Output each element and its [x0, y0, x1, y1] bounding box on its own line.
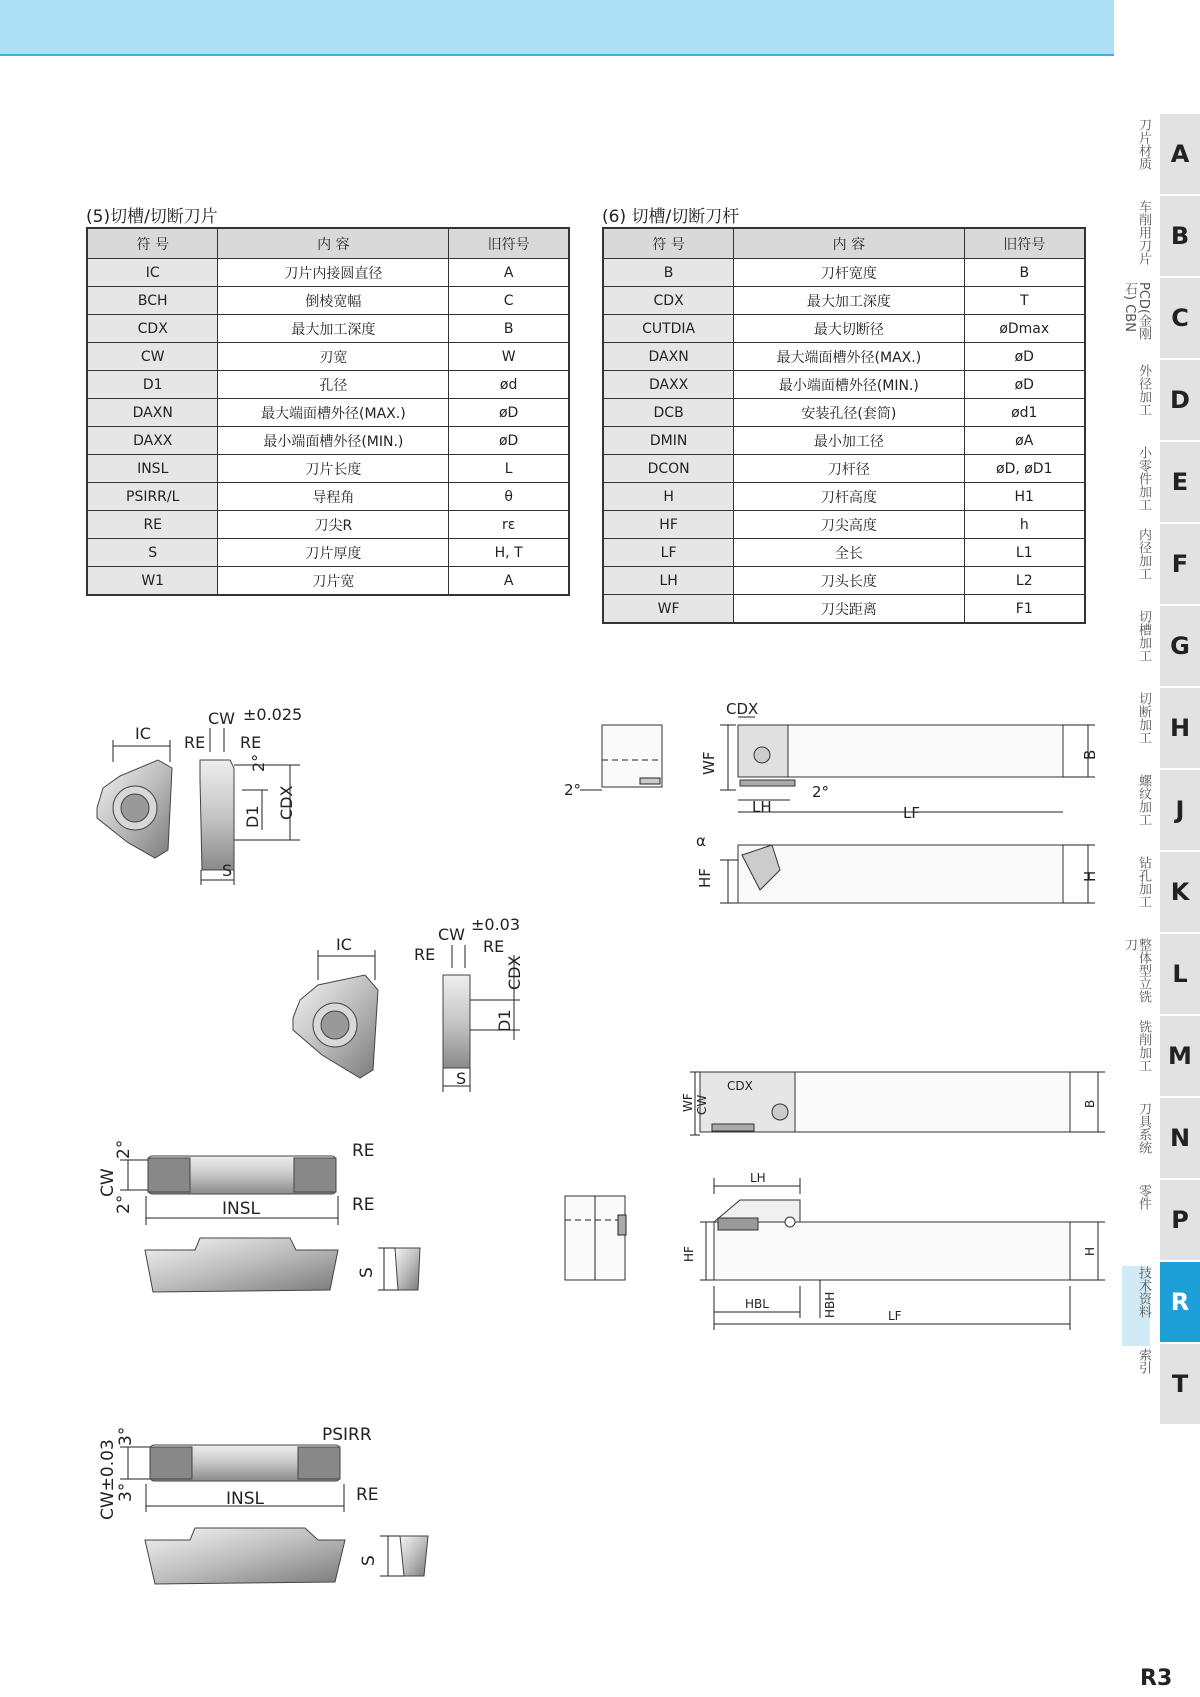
old-symbol-cell: øD, øD1 — [964, 455, 1085, 483]
old-symbol-cell: L2 — [964, 567, 1085, 595]
tab-letter: L — [1160, 934, 1200, 1014]
tab-e[interactable] — [1120, 442, 1200, 522]
table6-title: (6) 切槽/切断刀杆 — [602, 207, 740, 227]
old-symbol-cell: T — [964, 287, 1085, 315]
dim-re-3b: RE — [352, 1195, 375, 1215]
dim-2deg-h1b: 2° — [812, 783, 830, 801]
old-symbol-cell: ød1 — [964, 399, 1085, 427]
old-symbol-cell: H, T — [449, 539, 569, 567]
tab-j[interactable] — [1120, 770, 1200, 850]
page-number: R3 — [1140, 1666, 1173, 1691]
tab-letter: P — [1160, 1180, 1200, 1260]
tab-label: 铣削加工 — [1136, 1020, 1151, 1072]
tab-letter: D — [1160, 360, 1200, 440]
dim-re-1b: RE — [240, 733, 262, 752]
symbol-cell: DAXN — [603, 343, 734, 371]
tab-h[interactable] — [1120, 688, 1200, 768]
tab-p[interactable] — [1120, 1180, 1200, 1260]
triangle-insert-diagram-2 — [293, 945, 520, 1092]
tab-label: 车削用刀片 — [1136, 200, 1151, 265]
parting-insert-diagram — [120, 1445, 428, 1584]
dim-2deg-3b: 2° — [114, 1194, 134, 1214]
symbol-cell: DCB — [603, 399, 734, 427]
dim-hf-h1: HF — [696, 868, 714, 888]
symbol-cell: DCON — [603, 455, 734, 483]
tab-letter: G — [1160, 606, 1200, 686]
tab-letter: H — [1160, 688, 1200, 768]
old-symbol-cell: A — [449, 259, 569, 287]
content-cell: 刀尖距离 — [734, 595, 964, 624]
old-symbol-cell: L — [449, 455, 569, 483]
dim-cw-h2: CW — [695, 1094, 709, 1115]
content-cell: 孔径 — [218, 371, 449, 399]
symbol-cell: B — [603, 259, 734, 287]
dim-hf-h2: HF — [682, 1246, 696, 1262]
tab-d[interactable] — [1120, 360, 1200, 440]
tab-label: 切槽加工 — [1136, 610, 1151, 662]
tab-a[interactable] — [1120, 114, 1200, 194]
old-symbol-cell: θ — [449, 483, 569, 511]
col-old: 旧符号 — [964, 228, 1085, 259]
tab-letter: A — [1160, 114, 1200, 194]
dim-s-1: S — [222, 861, 233, 880]
content-cell: 最大加工深度 — [734, 287, 964, 315]
tab-f[interactable] — [1120, 524, 1200, 604]
old-symbol-cell: øD — [449, 399, 569, 427]
symbol-cell: DMIN — [603, 427, 734, 455]
content-cell: 最小端面槽外径(MIN.) — [218, 427, 449, 455]
dim-hbl-h2: HBL — [745, 1297, 769, 1311]
content-cell: 刀片宽 — [218, 567, 449, 596]
dim-ic-1: IC — [135, 724, 151, 743]
dim-tol-2: ±0.03 — [471, 915, 521, 934]
symbol-cell: WF — [603, 595, 734, 624]
tab-label: PCD(金刚石) CBN — [1122, 282, 1151, 340]
dim-3deg-4b: 3° — [116, 1482, 136, 1502]
symbol-cell: PSIRR/L — [87, 483, 218, 511]
col-content: 内 容 — [734, 228, 964, 259]
dim-d1-1: D1 — [243, 805, 262, 828]
dim-3deg-4a: 3° — [116, 1426, 136, 1446]
dim-cdx-1: CDX — [277, 785, 296, 820]
dim-h-h1: H — [1081, 870, 1099, 882]
old-symbol-cell: ød — [449, 371, 569, 399]
dim-insl-4: INSL — [226, 1489, 264, 1509]
symbol-cell: BCH — [87, 287, 218, 315]
dim-cw-3: CW — [98, 1168, 118, 1197]
dim-2deg-h1a: 2° — [564, 781, 582, 799]
old-symbol-cell: B — [449, 315, 569, 343]
dim-re-3a: RE — [352, 1141, 375, 1161]
dim-h-h2: H — [1083, 1246, 1097, 1256]
symbol-cell: HF — [603, 511, 734, 539]
content-cell: 刀片厚度 — [218, 539, 449, 567]
dim-b-h1: B — [1081, 749, 1099, 760]
dim-re-1a: RE — [184, 733, 206, 752]
dim-wf-h2: WF — [681, 1093, 695, 1112]
tab-letter: F — [1160, 524, 1200, 604]
old-symbol-cell: øD — [964, 343, 1085, 371]
content-cell: 刀尖高度 — [734, 511, 964, 539]
tab-label: 螺纹加工 — [1136, 774, 1151, 826]
tab-k[interactable] — [1120, 852, 1200, 932]
dim-s-3: S — [357, 1267, 377, 1278]
content-cell: 最大端面槽外径(MAX.) — [734, 343, 964, 371]
dim-lf-h1: LF — [903, 804, 920, 822]
old-symbol-cell: øD — [964, 371, 1085, 399]
tab-t[interactable] — [1120, 1344, 1200, 1424]
tab-label: 刀片材质 — [1136, 118, 1151, 170]
tab-letter: E — [1160, 442, 1200, 522]
dim-s-2: S — [456, 1069, 467, 1088]
content-cell: 最小加工径 — [734, 427, 964, 455]
dim-tol-1: ±0.025 — [243, 705, 303, 724]
dim-hbh-h2: HBH — [823, 1291, 837, 1318]
symbol-cell: CDX — [87, 315, 218, 343]
dim-cw-1: CW — [208, 709, 235, 728]
dim-lh-h1: LH — [752, 798, 772, 816]
holder-diagram-1 — [580, 717, 1095, 903]
symbol-cell: H — [603, 483, 734, 511]
tab-letter: R — [1160, 1262, 1200, 1342]
content-cell: 刀杆高度 — [734, 483, 964, 511]
tab-label: 技术资料 — [1122, 1266, 1150, 1346]
dim-2deg-1: 2° — [249, 753, 268, 772]
tab-g[interactable] — [1120, 606, 1200, 686]
dim-cdx-h1: CDX — [726, 700, 759, 718]
tab-label: 内径加工 — [1136, 528, 1151, 580]
symbol-cell: D1 — [87, 371, 218, 399]
old-symbol-cell: øA — [964, 427, 1085, 455]
tab-l[interactable] — [1120, 934, 1200, 1014]
dim-psirr-4: PSIRR — [322, 1425, 372, 1445]
tab-label: 索引 — [1136, 1348, 1151, 1374]
old-symbol-cell: H1 — [964, 483, 1085, 511]
content-cell: 最大加工深度 — [218, 315, 449, 343]
tab-r[interactable] — [1120, 1262, 1200, 1342]
tab-label: 切断加工 — [1136, 692, 1151, 744]
old-symbol-cell: B — [964, 259, 1085, 287]
old-symbol-cell: øD — [449, 427, 569, 455]
col-symbol: 符 号 — [87, 228, 218, 259]
dim-cdx-2: CDX — [505, 955, 524, 990]
content-cell: 导程角 — [218, 483, 449, 511]
old-symbol-cell: C — [449, 287, 569, 315]
tab-m[interactable] — [1120, 1016, 1200, 1096]
symbol-cell: CUTDIA — [603, 315, 734, 343]
tab-label: 零件 — [1136, 1184, 1151, 1210]
symbol-cell: CDX — [603, 287, 734, 315]
tab-letter: K — [1160, 852, 1200, 932]
old-symbol-cell: A — [449, 567, 569, 596]
dim-alpha-h1: α — [696, 832, 706, 850]
dim-cwtol-4: CW±0.03 — [98, 1439, 118, 1520]
dim-cw-2: CW — [438, 925, 465, 944]
dim-lh-h2: LH — [750, 1171, 766, 1185]
tab-label: 整体型立铣刀 — [1122, 938, 1151, 1003]
content-cell: 刀片长度 — [218, 455, 449, 483]
symbol-cell: DAXN — [87, 399, 218, 427]
dim-cdx-h2: CDX — [727, 1079, 753, 1093]
table5-title: (5)切槽/切断刀片 — [86, 207, 218, 227]
content-cell: 全长 — [734, 539, 964, 567]
symbol-cell: DAXX — [87, 427, 218, 455]
tab-label: 钻孔加工 — [1136, 856, 1151, 908]
tab-letter: M — [1160, 1016, 1200, 1096]
tab-letter: B — [1160, 196, 1200, 276]
content-cell: 最小端面槽外径(MIN.) — [734, 371, 964, 399]
dim-re-4: RE — [356, 1485, 379, 1505]
tab-letter: J — [1160, 770, 1200, 850]
tab-label: 小零件加工 — [1136, 446, 1151, 511]
col-old: 旧符号 — [449, 228, 569, 259]
dim-lf-h2: LF — [888, 1309, 902, 1323]
tab-label: 刀具系统 — [1136, 1102, 1151, 1154]
symbol-cell: S — [87, 539, 218, 567]
content-cell: 最大切断径 — [734, 315, 964, 343]
content-cell: 刀杆宽度 — [734, 259, 964, 287]
holder-diagram-2 — [565, 1072, 1105, 1330]
old-symbol-cell: h — [964, 511, 1085, 539]
old-symbol-cell: W — [449, 343, 569, 371]
symbol-cell: IC — [87, 259, 218, 287]
old-symbol-cell: rε — [449, 511, 569, 539]
tab-letter: C — [1160, 278, 1200, 358]
symbol-cell: LF — [603, 539, 734, 567]
old-symbol-cell: L1 — [964, 539, 1085, 567]
tab-n[interactable] — [1120, 1098, 1200, 1178]
tab-label: 外径加工 — [1136, 364, 1151, 416]
symbol-cell: W1 — [87, 567, 218, 596]
dim-ic-2: IC — [336, 935, 352, 954]
old-symbol-cell: øDmax — [964, 315, 1085, 343]
content-cell: 刀片内接圆直径 — [218, 259, 449, 287]
content-cell: 倒棱宽幅 — [218, 287, 449, 315]
dim-b-h2: B — [1083, 1099, 1097, 1108]
content-cell: 刀头长度 — [734, 567, 964, 595]
content-cell: 刀杆径 — [734, 455, 964, 483]
tab-c[interactable] — [1120, 278, 1200, 358]
dim-2deg-3a: 2° — [114, 1139, 134, 1159]
dim-re-2b: RE — [483, 937, 505, 956]
content-cell: 刃宽 — [218, 343, 449, 371]
symbol-cell: INSL — [87, 455, 218, 483]
col-symbol: 符 号 — [603, 228, 734, 259]
dim-d1-2: D1 — [495, 1009, 514, 1032]
symbol-cell: RE — [87, 511, 218, 539]
dim-re-2a: RE — [414, 945, 436, 964]
tab-b[interactable] — [1120, 196, 1200, 276]
symbol-cell: CW — [87, 343, 218, 371]
col-content: 内 容 — [218, 228, 449, 259]
tab-letter: N — [1160, 1098, 1200, 1178]
content-cell: 最大端面槽外径(MAX.) — [218, 399, 449, 427]
dim-s-4: S — [359, 1555, 379, 1566]
dim-insl-3: INSL — [222, 1199, 260, 1219]
tab-letter: T — [1160, 1344, 1200, 1424]
symbol-cell: LH — [603, 567, 734, 595]
symbol-cell: DAXX — [603, 371, 734, 399]
content-cell: 刀尖R — [218, 511, 449, 539]
dim-wf-h1: WF — [700, 751, 718, 775]
content-cell: 安装孔径(套筒) — [734, 399, 964, 427]
old-symbol-cell: F1 — [964, 595, 1085, 624]
